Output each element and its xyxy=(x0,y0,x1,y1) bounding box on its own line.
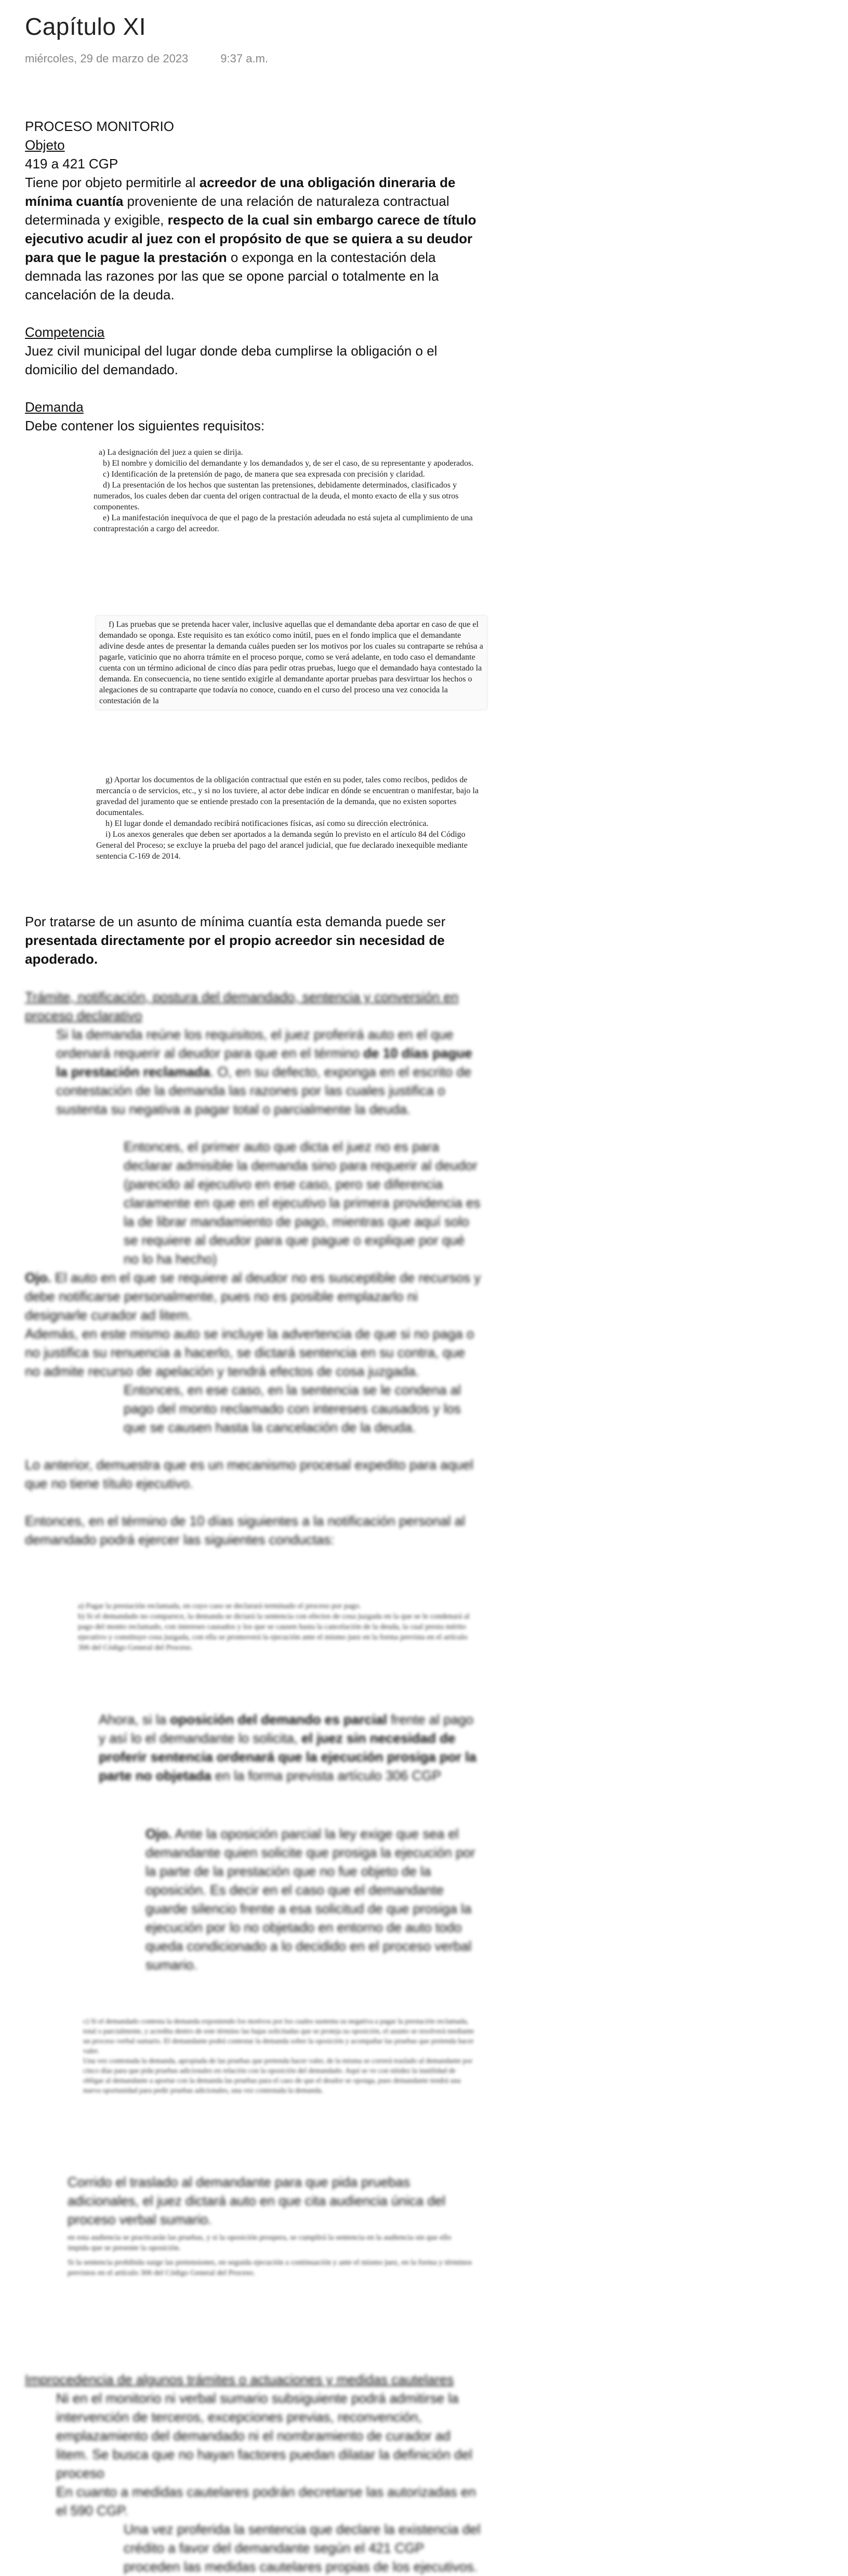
objeto-bold-1: acreedor de una obligación dineraria de mínima cuantía xyxy=(25,175,456,209)
scan3-line: h) El lugar donde el demandado recibirá notificaciones físicas, así como su dirección electrónica. xyxy=(105,819,429,828)
entonces-bullet: Entonces, en ese caso, en la sentencia se le condena al pago del monto reclamado con intereses causados y los que se causen hasta la cancelación de la deuda. xyxy=(124,1382,461,1435)
scan1-line: e) La manifestación inequívoca de que el pago de la prestación adeudada no está sujeta al cumplimiento de una contraprestación a cargo del acreedor. xyxy=(94,514,473,533)
objeto-bold-2: respecto de la cual sin embargo carece de título ejecutivo acudir al juez con el propósito de que se quiera a su deudor para que le pague la prestación xyxy=(25,212,476,265)
ojo2-paragraph xyxy=(145,1824,483,1974)
demanda-heading: Demanda xyxy=(25,399,84,415)
ahora-paragraph xyxy=(99,1710,483,1785)
objeto-heading: Objeto xyxy=(25,137,65,153)
scan1-line: d) La presentación de los hechos que sustentan las pretensiones, debidamente determinados, clasificados y numerados, los cuales deben dar cuenta del origen contractual de la deuda, el monto exacto de ella y sus otros componentes. xyxy=(94,481,459,511)
sub-bullet: Entonces, el primer auto que dicta el juez no es para declarar admisible la demanda sino para requerir al deudor (parecido al ejecutivo en ese caso, pero se diferencia claramente en que en el ejecutivo la primera providencia es la de librar mandamiento de pago, mientras que aquí solo se requiere al deudor para que pague o explique por qué no lo ha hecho) xyxy=(124,1139,481,1267)
improc-bullet-2: En cuanto a medidas cautelares podrán decretarse las autorizadas en el 590 CGP. xyxy=(56,2484,476,2518)
scan3-line: i) Los anexos generales que deben ser aportados a la demanda según lo previsto en el artículo 84 del Código General del Proceso; se excluye la prueba del pago del arancel judicial, que fue declarado inexequible mediante sentencia C-169 de 2014. xyxy=(96,830,468,861)
blurred-section-ahora xyxy=(99,1710,483,1785)
scan-image-requisitos-2 xyxy=(96,616,487,709)
main-content xyxy=(25,117,493,435)
ojo2-text: Ante la oposición parcial la ley exige que sea el demandante quien solicite que prosiga la ejecución por la parte de la prestación que no fue objeto de la oposición. Es decir en el caso que el demandante guarde silencio frente a esa solicitud de que prosiga la ejecución por lo no objetado en entorno de auto todo queda condicionado a lo decidido en el proceso verbal sumario. xyxy=(145,1826,475,1973)
objeto-text-2: proveniente de una relación de naturaleza contractual determinada y exigible, xyxy=(25,193,449,228)
conclusion-bold: presentada directamente por el propio acreedor sin necesidad de apoderado. xyxy=(25,932,445,967)
blurred-section-tramite xyxy=(25,988,482,1549)
scan2-text: f) Las pruebas que se pretenda hacer valer, inclusive aquellas que el demandante deba aportar en caso de que el demandado se oponga. Este requisito es tan exótico como inútil, pues en el fondo implica que el demandante adivine desde antes de presentar la demanda cuáles pueden ser los motivos por los cuales su contraparte se rehúsa a pagarle, vaticinio que no ahorra trámite en el proceso porque, como se verá adelante, en todo caso el demandante cuenta con un término adicional de cinco días para pedir otras pruebas, luego que el demandado haya contestado la demanda. En consecuencia, no tiene sentido exigirle al demandante aportar pruebas para desvirtuar los hechos o alegaciones de su contraparte que todavía no conoce, cuando en el curso del proceso una vez conocida la contestación de la xyxy=(99,620,483,705)
ojo-paragraph xyxy=(25,1268,482,1324)
objeto-paragraph xyxy=(25,173,493,304)
scan5-line: Una vez contestada la demanda, apropiada de las pruebas que pretenda hacer valer, de la misma se correrá traslado al demandante por cinco días para que pida pruebas adicionales en relación con la oposición del demandado. Aquí se ve con nitidez la inutilidad de obligar al demandante a aportar con la demanda las pruebas para el caso de que el deudor se oponga, pues demandante tendrá una nueva oportunidad para pedir pruebas adicionales, una vez contestada la demanda. xyxy=(83,2057,473,2095)
tramite-heading: Trámite, notificación, postura del demandado, sentencia y conversión en proceso declarativo xyxy=(25,989,459,1023)
competencia-heading: Competencia xyxy=(25,324,105,340)
scan5-line: c) Si el demandado contesta la demanda exponiendo los motivos por los cuales sustenta su negativa a pagar la prestación reclamada, total o parcialmente, y acredita dentro de este término las bajas solicitadas que se proteja su oposición, el asunto se resolverá mediante un proceso verbal sumario. El demandante podrá contestar la demanda sobre la oposición y acompañar las pruebas que pretenda hacer valer. xyxy=(83,2018,474,2055)
ojo-label: Ojo. xyxy=(25,1270,51,1285)
ahora-text-2: frente al pago y así lo el demandante lo solicita, xyxy=(99,1712,474,1746)
blurred-section-improcedencia xyxy=(25,2370,482,2576)
page-date: miércoles, 29 de marzo de 2023 xyxy=(25,52,189,65)
scan1-line: c) Identificación de la pretensión de pago, de manera que sea expresada con precisión y claridad. xyxy=(103,470,425,479)
section-heading: PROCESO MONITORIO xyxy=(25,119,174,134)
demanda-intro: Debe contener los siguientes requisitos: xyxy=(25,418,265,433)
scan3-line: g) Aportar los documentos de la obligación contractual que estén en su poder, tales como recibos, pedidos de mercancía o de servicios, etc., y si no los tuviere, al actor debe indicar en dónde se encuentran o manifestar, bajo la gravedad del juramento que se entiende prestado con la presentación de la demanda, que no existen soportes documentales. xyxy=(96,776,479,817)
improc-sub-bullet: Una vez proferida la sentencia que declare la existencia del crédito a favor del demandante según el 421 CGP proceden las medidas cautelares propias de los ejecutivos. xyxy=(124,2521,481,2574)
blurred-section-ojo2 xyxy=(145,1824,483,1974)
lo-anterior-paragraph: Lo anterior, demuestra que es un mecanismo procesal expedito para aquel que no tiene título ejecutivo. xyxy=(25,1457,473,1491)
conclusion-text: Por tratarse de un asunto de mínima cuantía esta demanda puede ser xyxy=(25,914,446,929)
ojo-text: El auto en el que se requiere al deudor no es susceptible de recursos y debe notificarse personalmente, pues no es posible emplazarlo ni designarle curador ad litem. xyxy=(25,1270,481,1323)
improc-bullet-1: Ni en el monitorio ni verbal sumario subsiguiente podrá admitirse la intervención de terceros, excepciones previas, reconvención, emplazamiento del demandado ni el nombramiento de curador ad litem. Se busca que no hayan factores puedan dilatar la definición del proceso xyxy=(56,2390,472,2481)
demanda-conclusion xyxy=(25,912,493,968)
page-time: 9:37 a.m. xyxy=(220,52,269,65)
scan-image-audiencia xyxy=(68,2232,473,2278)
objeto-text-1: Tiene por objeto permitirle al xyxy=(25,175,200,190)
scan1-line: b) El nombre y domicilio del demandante y los demandados y, de ser el caso, de su representante y apoderados. xyxy=(103,459,474,468)
scan-image-requisitos-3 xyxy=(96,774,481,862)
scan6-line: Si la sentencia prohibida surge las pretensiones, en seguida ejecución a continuación y ante el mismo juez, en la forma y términos previstos en el artículo 306 del Código General del Proceso. xyxy=(68,2258,472,2277)
scan-image-requisitos-1 xyxy=(94,447,478,534)
tramite-bullet-bold: de 10 días pague la prestación reclamada xyxy=(56,1045,472,1080)
scan1-line: a) La designación del juez a quien se dirija. xyxy=(99,448,243,457)
objeto-articles: 419 a 421 CGP xyxy=(25,156,118,172)
ojo2-label: Ojo. xyxy=(145,1826,172,1842)
entonces2-paragraph: Entonces, en el término de 10 días siguientes a la notificación personal al demandado podrá ejercer las siguientes conductas: xyxy=(25,1513,465,1547)
tramite-bullet xyxy=(25,1025,482,1119)
tramite-bullet-text: Si la demanda reúne los requisitos, el juez proferirá auto en el que ordenará requerir al deudor para que en el término xyxy=(56,1027,454,1061)
improc-heading: Improcedencia de algunos trámites o actuaciones y medidas cautelares xyxy=(25,2372,454,2387)
scan4-line: a) Pagar la prestación reclamada, en cuyo caso se declarará terminado el proceso por pago. xyxy=(78,1602,361,1610)
corrido-paragraph: Corrido el traslado al demandante para que pida pruebas adicionales, el juez dictará auto en que cita audiencia única del proceso verbal sumario. xyxy=(68,2174,446,2227)
competencia-text: Juez civil municipal del lugar donde deba cumplirse la obligación o el domicilio del demandado. xyxy=(25,343,438,377)
date-time-line xyxy=(25,52,300,65)
blurred-section-corrido xyxy=(68,2173,483,2229)
ademas-paragraph: Además, en este mismo auto se incluye la advertencia de que si no paga o no justifica su renuencia a hacerlo, se dictará sentencia en su contra, que no admite recurso de apelación y tendrá efectos de cosa juzgada. xyxy=(25,1326,474,1379)
ahora-text-3: en la forma prevista artículo 306 CGP xyxy=(211,1768,441,1783)
scan6-line: en esta audiencia se practicarán las pruebas, y si la oposición prospera, se cumplirá la sentencia en la audiencia sin que ello impida que se presente la oposición. xyxy=(68,2233,452,2252)
ahora-text-1: Ahora, si la xyxy=(99,1712,170,1727)
scan4-line: b) Si el demandado no comparece, la demanda se dictará la sentencia con efectos de cosa juzgada en la que se le condenará al pago del monto reclamado, con intereses causados y los que se causen hasta la cancelación de la deuda, la cual presta mérito ejecutivo y constituye cosa juzgada, con ella se promoverá la ejecución ante el mismo juez en la forma prevista en el artículo 306 del Código General del Proceso. xyxy=(78,1612,470,1652)
objeto-text-3: o exponga en la contestación dela demnada las razones por las que se opone parcial o totalmente en la cancelación de la deuda. xyxy=(25,249,439,303)
ahora-bold-2: el juez sin necesidad de proferir sentencia ordenará que la ejecución prosiga por la parte no objetada xyxy=(99,1730,476,1783)
scan-image-contestacion xyxy=(83,2017,478,2096)
ahora-bold-1: oposición del demando es parcial xyxy=(170,1712,387,1727)
scan-image-conductas xyxy=(78,1601,473,1653)
tramite-bullet-post: . O, en su defecto, exponga en el escrito de contestación de la demanda las razones por las cuales justifica o sustenta su negativa a pagar total o parcialmente la deuda. xyxy=(56,1064,472,1117)
page-title: Capítulo XI xyxy=(25,13,147,40)
